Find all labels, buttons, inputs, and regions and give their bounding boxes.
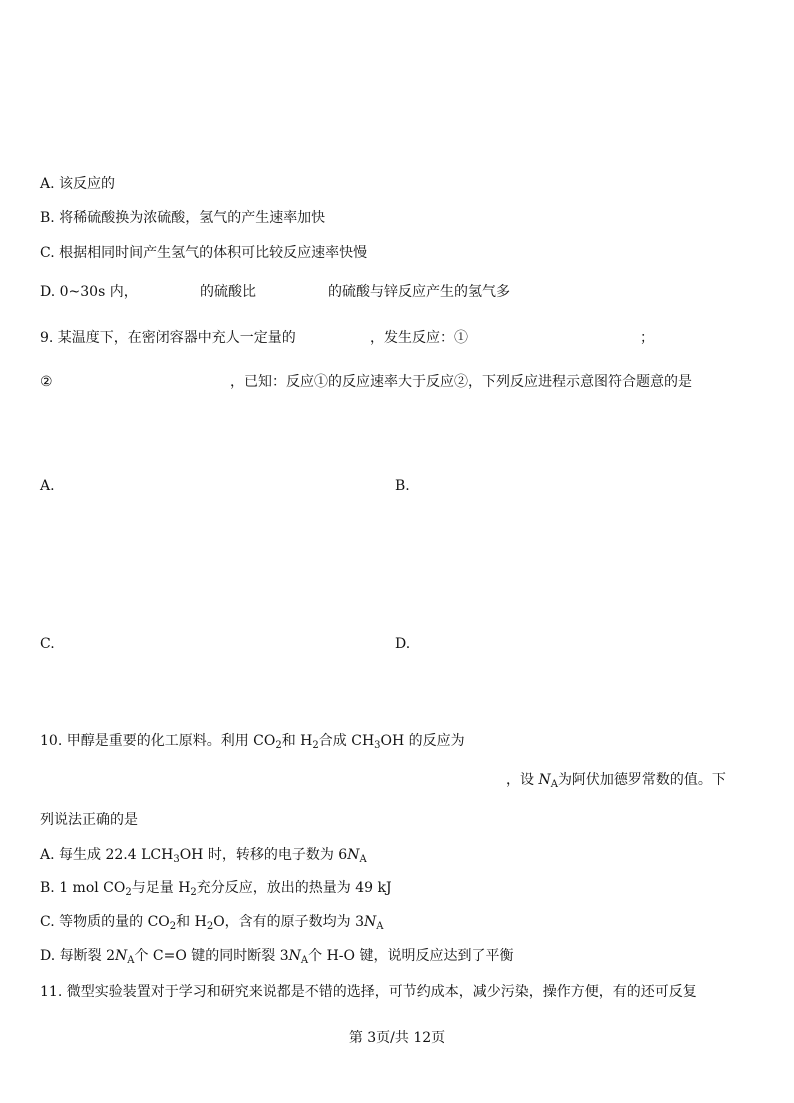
q10-stem-part4: OH 的反应为 xyxy=(380,733,465,749)
q10-option-b xyxy=(40,878,392,898)
q10-b-part1: B. 1 mol CO xyxy=(40,880,126,896)
q10-stem-part1: 10. 甲醇是重要的化工原料。利用 CO xyxy=(40,733,276,749)
q9-option-d: D. xyxy=(395,636,411,652)
subscript: 2 xyxy=(125,887,132,898)
q10-d-part3: 个 H-O 键，说明反应达到了平衡 xyxy=(308,948,514,964)
q8-option-d-mid: 的硫酸比 xyxy=(200,284,256,300)
avogadro-symbol: N xyxy=(538,772,551,788)
q10-c-part2: 和 H xyxy=(176,914,207,930)
subscript: A xyxy=(300,955,309,966)
q9-line2-text: ，已知：反应①的反应速率大于反应②，下列反应进程示意图符合题意的是 xyxy=(230,374,692,390)
subscript: 2 xyxy=(190,887,197,898)
q10-stem-line3: 列说法正确的是 xyxy=(40,812,138,828)
q10-stem-line2 xyxy=(506,770,726,790)
q8-option-d-prefix: D. 0~30s 内， xyxy=(40,284,138,300)
q9-option-a: A. xyxy=(40,478,55,494)
subscript: 2 xyxy=(169,921,177,932)
q10-b-part2: 与足量 H xyxy=(131,880,191,896)
page-footer: 第 3页/共 12页 xyxy=(348,1030,446,1046)
q10-option-a xyxy=(40,845,367,865)
q9-option-c: C. xyxy=(40,636,55,652)
subscript: 2 xyxy=(312,740,319,751)
q10-option-c xyxy=(40,912,384,932)
q8-option-b: B. 将稀硫酸换为浓硫酸，氢气的产生速率加快 xyxy=(40,210,326,226)
q10-stem-part2: 和 H xyxy=(281,733,313,749)
q9-stem-prefix: 9. 某温度下，在密闭容器中充人一定量的 xyxy=(40,330,296,346)
q9-stem-mid: ，发生反应：① xyxy=(370,330,468,346)
q8-option-a: A. 该反应的 xyxy=(40,176,116,192)
subscript: 3 xyxy=(374,740,381,751)
q10-c-part1: C. 等物质的量的 CO xyxy=(40,914,170,930)
subscript: A xyxy=(359,854,367,865)
q10-a-part1: A. 每生成 22.4 LCH xyxy=(40,847,174,863)
avogadro-symbol: N xyxy=(288,948,301,964)
q10-a-part2: OH 时，转移的电子数为 6 xyxy=(179,847,348,863)
q8-option-d-suffix: 的硫酸与锌反应产生的氢气多 xyxy=(328,284,510,300)
q8-option-d xyxy=(40,282,138,302)
subscript: 2 xyxy=(206,921,214,932)
q10-c-part3: O，含有的原子数均为 3 xyxy=(213,914,365,930)
subscript: 2 xyxy=(275,740,282,751)
q10-b-part3: 充分反应，放出的热量为 49 kJ xyxy=(196,880,392,896)
q10-d-part2: 个 C=O 键的同时断裂 3 xyxy=(134,948,289,964)
q10-d-part1: D. 每断裂 2 xyxy=(40,948,115,964)
q8-option-c: C. 根据相同时间产生氢气的体积可比较反应速率快慢 xyxy=(40,245,368,261)
q11-stem: 11. 微型实验装置对于学习和研究来说都是不错的选择，可节约成本，减少污染，操作方便，有的还可反复 xyxy=(40,984,697,1000)
avogadro-symbol: N xyxy=(114,948,128,964)
q10-line2-part1: ，设 xyxy=(506,772,539,788)
q9-reaction-2-label: ② xyxy=(40,374,53,390)
avogadro-symbol: N xyxy=(347,847,360,863)
subscript: A xyxy=(550,779,558,790)
subscript: A xyxy=(376,921,384,932)
q10-option-d xyxy=(40,946,513,966)
subscript: A xyxy=(127,955,135,966)
q10-stem xyxy=(40,731,465,751)
avogadro-symbol: N xyxy=(364,914,377,930)
subscript: 3 xyxy=(173,854,180,865)
q10-stem-part3: 合成 CH xyxy=(318,733,375,749)
q10-line2-part2: 为阿伏加德罗常数的值。下 xyxy=(557,772,726,788)
q9-stem-end: ； xyxy=(640,330,654,346)
q9-option-b: B. xyxy=(395,478,410,494)
